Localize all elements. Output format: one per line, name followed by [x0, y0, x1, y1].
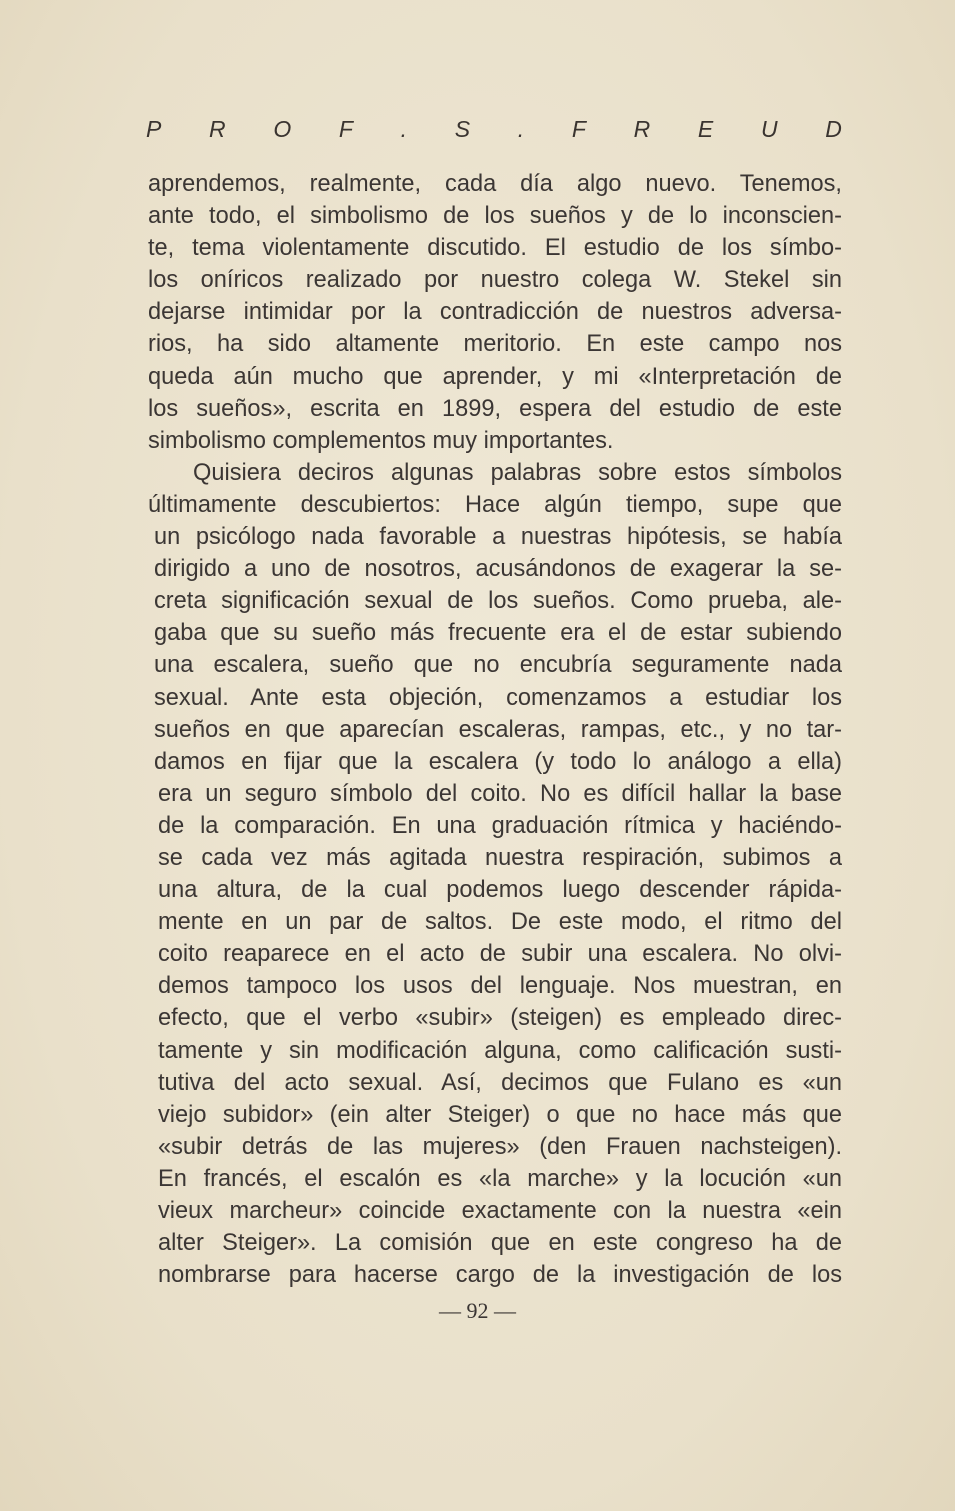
text-line: últimamente descubiertos: Hace algún tiempo, supe que: [148, 491, 842, 518]
text-line: te, tema violentamente discutido. El estudio de los símbo-: [148, 235, 842, 262]
paragraph: [148, 457, 842, 1291]
text-line: mente en un par de saltos. De este modo, el ritmo del: [158, 909, 842, 936]
text-line: tamente y sin modificación alguna, como calificación susti-: [158, 1037, 842, 1064]
text-line: «subir detrás de las mujeres» (den Frauen nachsteigen).: [158, 1133, 842, 1160]
header-letter: .: [400, 116, 408, 142]
header-letter: F: [571, 116, 586, 142]
text-line: sexual. Ante esta objeción, comenzamos a estudiar los: [154, 684, 842, 711]
text-line: los oníricos realizado por nuestro colega W. Stekel sin: [148, 267, 842, 294]
text-line: En francés, el escalón es «la marche» y la locución «un: [158, 1165, 842, 1192]
text-line: efecto, que el verbo «subir» (steigen) es empleado direc-: [158, 1005, 842, 1032]
text-line: era un seguro símbolo del coito. No es difícil hallar la base: [158, 780, 842, 807]
page-number: — 92 —: [439, 1298, 516, 1323]
text-line: dirigido a uno de nosotros, acusándonos de exagerar la se-: [154, 556, 842, 583]
header-letter: U: [760, 116, 778, 142]
body-text: [148, 168, 842, 1291]
header-letter: .: [517, 116, 525, 142]
text-line: tutiva del acto sexual. Así, decimos que Fulano es «un: [158, 1069, 842, 1096]
text-line: rios, ha sido altamente meritorio. En este campo nos: [148, 331, 842, 358]
paragraph: [148, 168, 842, 457]
header-letter: E: [697, 116, 714, 142]
text-line: viejo subidor» (ein alter Steiger) o que no hace más que: [158, 1101, 842, 1128]
text-line: de la comparación. En una graduación rítmica y haciéndo-: [158, 812, 842, 839]
text-line: aprendemos, realmente, cada día algo nuevo. Tenemos,: [148, 171, 842, 197]
text-line: vieux marcheur» coincide exactamente con la nuestra «ein: [158, 1198, 842, 1224]
text-line: nombrarse para hacerse cargo de la investigación de los: [158, 1262, 842, 1289]
header-letter: P: [146, 116, 162, 142]
header-letter: F: [338, 116, 353, 142]
text-line: alter Steiger». La comisión que en este congreso ha de: [158, 1230, 842, 1257]
text-line: queda aún mucho que aprender, y mi «Interpretación de: [148, 363, 842, 390]
text-line: una altura, de la cual podemos luego descender rápida-: [158, 877, 842, 904]
text-line: damos en fijar que la escalera (y todo lo análogo a ella): [154, 748, 842, 775]
text-line: gaba que su sueño más frecuente era el de estar subiendo: [154, 620, 842, 647]
text-line: una escalera, sueño que no encubría seguramente nada: [154, 652, 842, 679]
running-head: [146, 116, 842, 143]
text-line: coito reaparece en el acto de subir una escalera. No olvi-: [158, 941, 842, 968]
header-letter: R: [633, 116, 651, 142]
text-line: sueños en que aparecían escaleras, rampas, etc., y no tar-: [154, 716, 842, 743]
text-line: se cada vez más agitada nuestra respiración, subimos a: [158, 844, 842, 871]
text-line: creta significación sexual de los sueños. Como prueba, ale-: [154, 588, 842, 615]
text-line: dejarse intimidar por la contradicción de nuestros adversa-: [148, 299, 842, 326]
header-letter: D: [825, 116, 842, 142]
text-line: ante todo, el simbolismo de los sueños y de lo inconscien-: [148, 203, 842, 230]
text-line: demos tampoco los usos del lenguaje. Nos muestran, en: [158, 973, 842, 1000]
text-line: Quisiera deciros algunas palabras sobre estos símbolos: [193, 459, 842, 486]
header-letter: O: [273, 116, 292, 142]
text-line: simbolismo complementos muy importantes.: [148, 427, 614, 454]
text-line: un psicólogo nada favorable a nuestras hipótesis, se había: [154, 524, 842, 551]
header-letter: S: [454, 116, 471, 142]
header-letter: R: [209, 116, 226, 142]
text-line: los sueños», escrita en 1899, espera del estudio de este: [148, 395, 842, 422]
